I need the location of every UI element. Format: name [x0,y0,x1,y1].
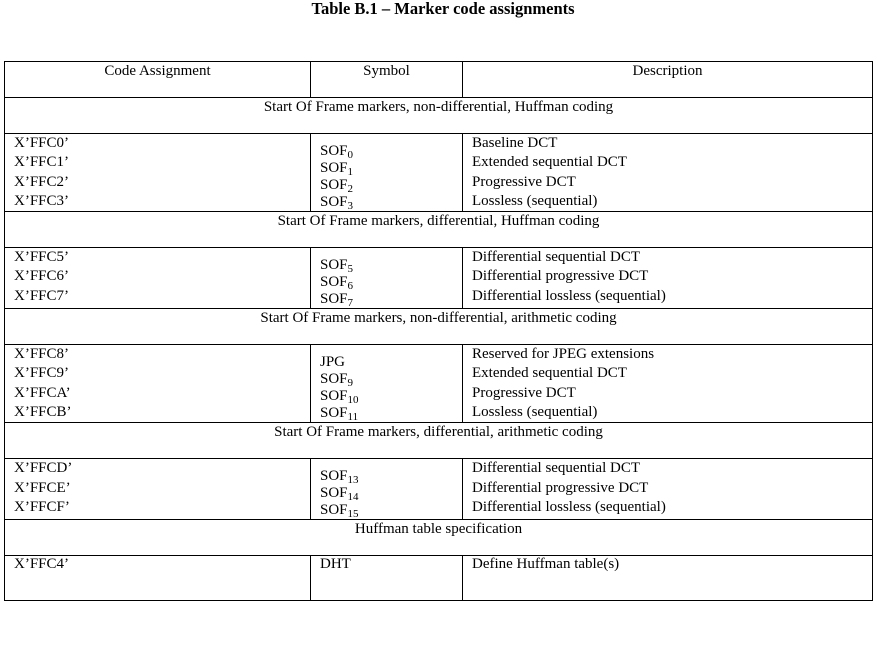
symbol-subscript: 10 [347,394,359,407]
description-value: Differential sequential DCT [472,460,641,477]
code-value: X’FFCE’ [14,479,71,496]
symbol-name: SOF [320,388,348,405]
symbol-subscript: 13 [347,474,359,487]
symbol-name: SOF [320,194,348,210]
description-value: Extended sequential DCT [472,365,627,382]
symbol-name: SOF [320,371,348,388]
description-value: Progressive DCT [472,173,576,190]
symbol-name: DHT [320,556,351,573]
symbol-subscript: 5 [347,263,354,276]
code-assignment-cell [5,556,311,601]
symbol-cell [311,459,463,520]
code-value: X’FFC4’ [14,556,70,573]
symbol-name: SOF [320,143,348,159]
description-cell [463,134,873,212]
code-value: X’FFC2’ [14,173,70,190]
code-value: X’FFC5’ [14,249,70,266]
symbol-name: JPG [320,354,346,371]
section-heading: Start Of Frame markers, differential, arithmetic coding [5,423,873,459]
description-value: Lossless (sequential) [472,192,598,209]
header-row [5,62,873,98]
symbol-name: SOF [320,502,348,519]
symbol-name: SOF [320,405,348,422]
symbol-subscript: 7 [347,297,354,310]
description-cell [463,556,873,601]
symbol-value [320,502,462,519]
symbol-cell [311,556,463,601]
symbol-value [320,405,462,422]
description-cell [463,248,873,309]
section-heading: Start Of Frame markers, differential, Huffman coding [5,212,873,248]
description-value: Differential lossless (sequential) [472,287,666,304]
table-row [5,248,873,309]
description-value: Reserved for JPEG extensions [472,346,655,363]
section-row [5,520,873,556]
symbol-subscript: 2 [347,183,354,195]
symbol-cell [311,134,463,212]
description-cell [463,459,873,520]
code-value: X’FFC1’ [14,154,70,171]
symbol-subscript: 0 [347,149,354,161]
header-symbol: Symbol [311,62,463,98]
description-value: Progressive DCT [472,384,576,401]
section-heading: Start Of Frame markers, non-differential, arithmetic coding [5,309,873,345]
symbol-value [320,468,462,485]
symbol-name: SOF [320,257,348,274]
description-value: Baseline DCT [472,135,558,151]
symbol-name: SOF [320,468,348,485]
section-row [5,98,873,134]
code-value: X’FFC8’ [14,346,70,363]
section-row [5,212,873,248]
code-assignment-cell [5,134,311,212]
symbol-value [320,143,462,160]
section-heading: Start Of Frame markers, non-differential, Huffman coding [5,98,873,134]
marker-code-table [4,61,873,601]
symbol-subscript: 11 [347,411,359,424]
symbol-value [320,556,351,572]
symbol-value [320,160,462,177]
symbol-subscript: 6 [347,280,354,293]
code-value: X’FFCD’ [14,460,73,477]
section-heading: Huffman table specification [5,520,873,556]
symbol-value [320,177,462,194]
description-value: Differential progressive DCT [472,268,649,285]
symbol-subscript: 3 [347,200,354,212]
code-assignment-cell [5,459,311,520]
symbol-value [320,354,462,371]
symbol-value [320,485,462,502]
symbol-name: SOF [320,485,348,502]
code-assignment-cell [5,345,311,423]
code-value: X’FFC6’ [14,268,70,285]
table-row [5,459,873,520]
code-value: X’FFC7’ [14,287,70,304]
code-value: X’FFC0’ [14,135,70,151]
code-value: X’FFCA’ [14,384,71,401]
symbol-cell [311,345,463,423]
table-title: Table B.1 – Marker code assignments [311,0,575,18]
symbol-value [320,291,462,308]
symbol-value [320,194,462,211]
header-description: Description [463,62,873,98]
symbol-subscript: 14 [347,491,359,504]
symbol-cell [311,248,463,309]
section-row [5,423,873,459]
section-row [5,309,873,345]
symbol-subscript: 1 [347,166,354,178]
description-value: Differential lossless (sequential) [472,498,666,515]
description-cell [463,345,873,423]
symbol-value [320,371,462,388]
symbol-value [320,257,462,274]
symbol-name: SOF [320,291,348,308]
description-value: Differential progressive DCT [472,479,649,496]
description-value: Lossless (sequential) [472,404,598,421]
code-assignment-cell [5,248,311,309]
symbol-name: SOF [320,274,348,291]
description-value: Differential sequential DCT [472,249,641,266]
symbol-subscript: 9 [347,377,354,390]
table-row [5,134,873,212]
symbol-value [320,274,462,291]
description-value: Define Huffman table(s) [472,556,620,573]
symbol-name: SOF [320,160,348,176]
symbol-name: SOF [320,177,348,193]
table-row [5,345,873,423]
description-value: Extended sequential DCT [472,154,627,171]
code-value: X’FFCB’ [14,404,72,421]
table-row [5,556,873,601]
symbol-value [320,388,462,405]
header-code-assignment: Code Assignment [5,62,311,98]
symbol-subscript: 15 [347,508,359,521]
code-value: X’FFC3’ [14,192,70,209]
code-value: X’FFCF’ [14,498,70,515]
code-value: X’FFC9’ [14,365,70,382]
